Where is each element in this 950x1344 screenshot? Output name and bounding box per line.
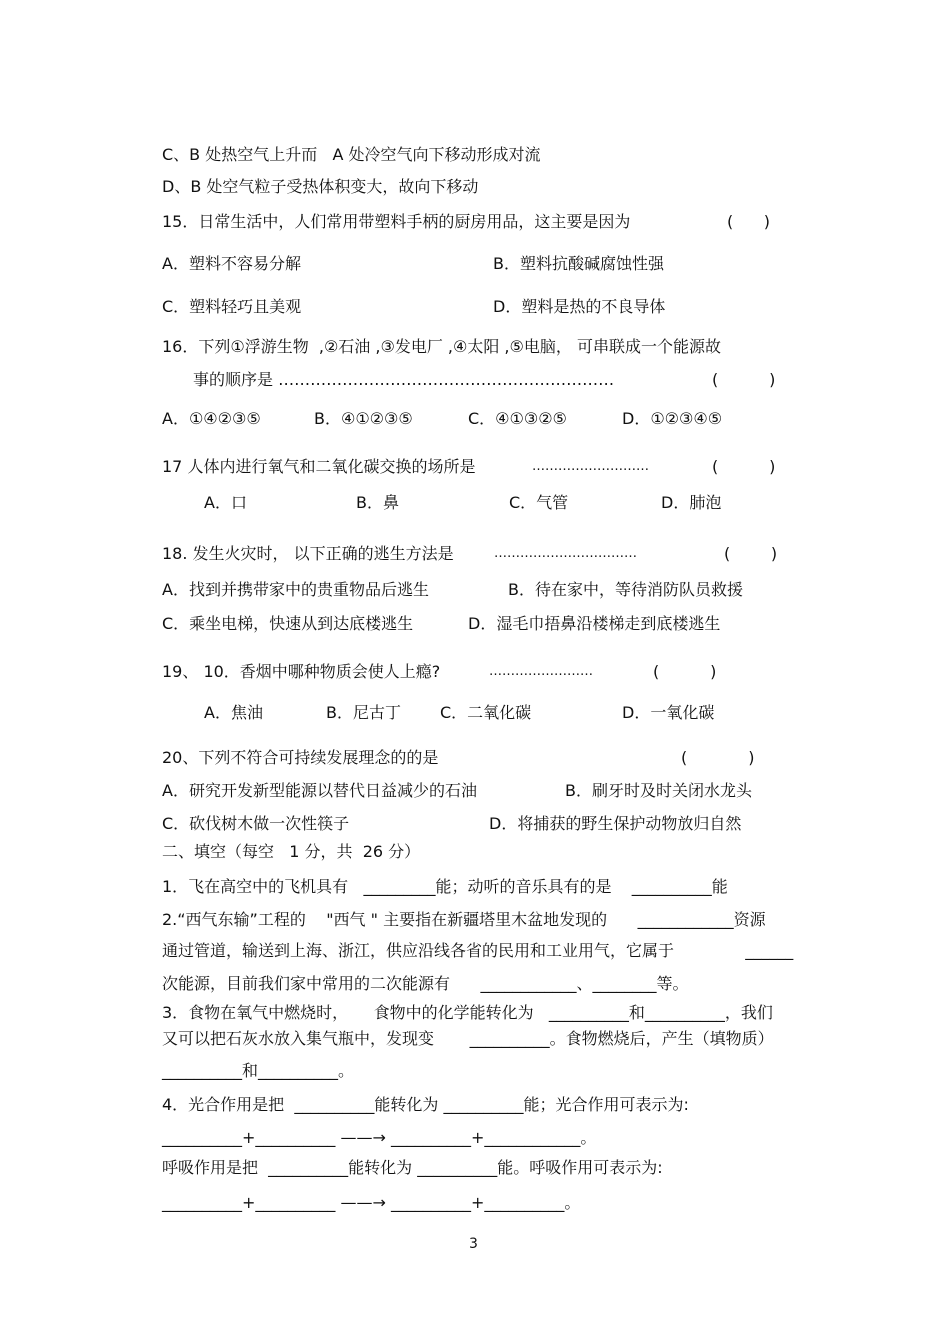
q16-stem-line2: 事的顺序是 ………………………………………………………: [193, 370, 615, 389]
q18-option-b: B．待在家中，等待消防队员救援: [508, 580, 743, 599]
q16-option-a: A．①④②③⑤: [162, 409, 261, 428]
q19-dots: ……………………: [489, 664, 593, 679]
q17-stem: 17 人体内进行氧气和二氧化碳交换的场所是: [162, 457, 476, 476]
q17-option-d: D．肺泡: [661, 493, 722, 512]
q16-option-d: D．①②③④⑤: [622, 409, 723, 428]
q20-answer-paren: ( ): [681, 748, 755, 767]
q19-option-d: D．一氧化碳: [622, 703, 715, 722]
q19-option-a: A．焦油: [204, 703, 263, 722]
q18-dots: ……………………………: [494, 546, 637, 561]
q20-stem: 20、下列不符合可持续发展理念的的是: [162, 748, 439, 767]
q15-option-b: B．塑料抗酸碱腐蚀性强: [493, 254, 664, 273]
fill-question-3-line2: 又可以把石灰水放入集气瓶中，发现变 __________。食物燃烧后，产生（填物质）: [162, 1029, 774, 1048]
q19-stem: 19、 10．香烟中哪种物质会使人上瘾?: [162, 662, 441, 681]
q17-answer-paren: ( ): [712, 457, 776, 476]
q19-option-b: B．尼古丁: [326, 703, 401, 722]
q16-stem-line1: 16．下列①浮游生物 ,②石油 ,③发电厂 ,④太阳 ,⑤电脑， 可串联成一个能源故: [162, 337, 721, 356]
q18-stem: 18. 发生火灾时， 以下正确的逃生方法是: [162, 544, 454, 563]
q16-answer-paren: ( ): [712, 370, 776, 389]
q19-answer-paren: ( ): [653, 662, 717, 681]
section2-heading: 二、填空（每空 1 分，共 26 分）: [162, 842, 421, 861]
q15-answer-paren: ( ): [727, 212, 770, 231]
q20-option-a: A．研究开发新型能源以替代日益减少的石油: [162, 781, 477, 800]
q14-option-d: D、B 处空气粒子受热体积变大，故向下移动: [162, 177, 479, 196]
q16-option-c: C．④①③②⑤: [468, 409, 567, 428]
page-number: 3: [469, 1236, 478, 1252]
fill-question-4-line4: __________+__________ ——→ __________+__________。: [162, 1193, 581, 1212]
fill-question-4-line1: 4．光合作用是把 __________能转化为 __________能；光合作用可表示为:: [162, 1095, 689, 1114]
fill-question-4-line2: __________+__________ ——→ __________+____________。: [162, 1128, 597, 1147]
q18-option-d: D．湿毛巾捂鼻沿楼梯走到底楼逃生: [468, 614, 721, 633]
q20-option-c: C．砍伐树木做一次性筷子: [162, 814, 350, 833]
fill-question-4-line3: 呼吸作用是把 __________能转化为 __________能。呼吸作用可表示为:: [162, 1158, 663, 1177]
q14-option-c: C、B 处热空气上升而 A 处冷空气向下移动形成对流: [162, 145, 541, 164]
fill-question-1: 1．飞在高空中的飞机具有 _________能；动听的音乐具有的是 __________能: [162, 877, 728, 896]
fill-question-2-line1: 2.“西气东输”工程的 "西气 " 主要指在新疆塔里木盆地发现的 ____________资源: [162, 910, 766, 929]
q17-option-a: A．口: [204, 493, 247, 512]
fill-question-2-line3: 次能源，目前我们家中常用的二次能源有 ____________、________等。: [162, 974, 689, 993]
q17-option-b: B．鼻: [356, 493, 399, 512]
fill-question-3-line1: 3．食物在氧气中燃烧时， 食物中的化学能转化为 __________和__________，我们: [162, 1003, 773, 1022]
q15-option-a: A．塑料不容易分解: [162, 254, 301, 273]
q17-dots: ………………………: [532, 459, 649, 474]
q15-option-c: C．塑料轻巧且美观: [162, 297, 302, 316]
q19-option-c: C．二氧化碳: [440, 703, 532, 722]
q20-option-d: D．将捕获的野生保护动物放归自然: [489, 814, 742, 833]
q20-option-b: B．刷牙时及时关闭水龙头: [565, 781, 752, 800]
fill-question-3-line3: __________和__________。: [162, 1061, 355, 1080]
q16-option-b: B．④①②③⑤: [314, 409, 413, 428]
fill-question-2-line2: 通过管道，输送到上海、浙江，供应沿线各省的民用和工业用气，它属于 ______: [162, 941, 794, 960]
q17-option-c: C．气管: [509, 493, 569, 512]
q18-option-c: C．乘坐电梯，快速从到达底楼逃生: [162, 614, 414, 633]
q15-stem: 15．日常生活中，人们常用带塑料手柄的厨房用品，这主要是因为: [162, 212, 631, 231]
q15-option-d: D．塑料是热的不良导体: [493, 297, 666, 316]
q18-answer-paren: ( ): [724, 544, 778, 563]
q18-option-a: A．找到并携带家中的贵重物品后逃生: [162, 580, 429, 599]
